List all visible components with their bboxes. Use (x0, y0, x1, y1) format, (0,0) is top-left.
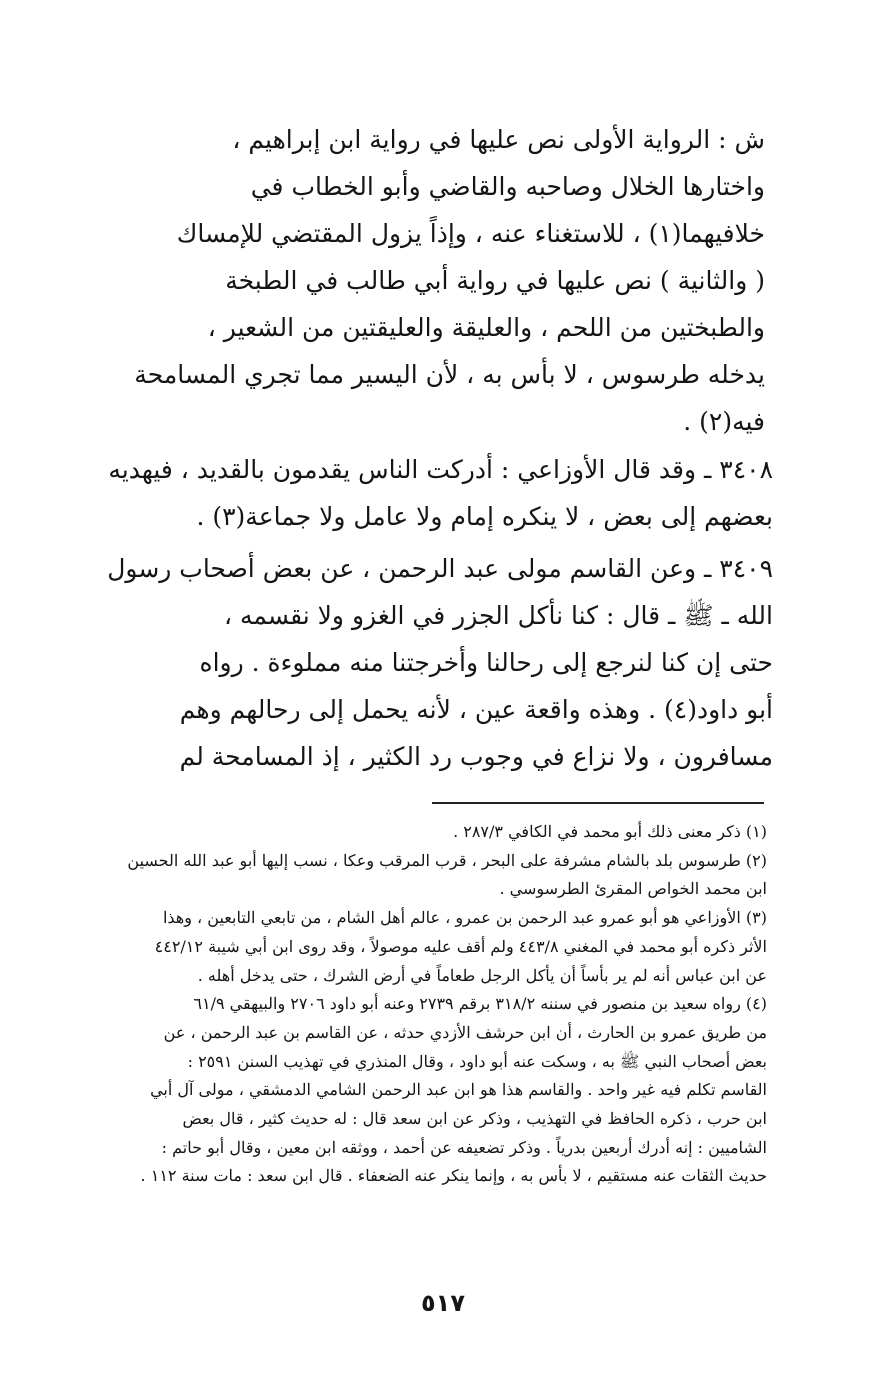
text-line: مسافرون ، ولا نزاع في وجوب رد الكثير ، إذ المسامحة لم (179, 742, 773, 771)
footnote-line: (٤) رواه سعيد بن منصور في سننه ٣١٨/٢ برقم ٢٧٣٩ وعنه أبو داود ٢٧٠٦ والبيهقي ٦١/٩ (193, 994, 767, 1014)
footnote-line: الأثر ذكره أبو محمد في المغني ٤٤٣/٨ ولم أقف عليه موصولاً ، وقد روى ابن أبي شيبة ٤٤٢/١٢ (154, 936, 767, 956)
commentary-paragraph (105, 116, 765, 445)
footnote-line: الشاميين : إنه أدرك أربعين بدرياً . وذكر تضعيفه عن أحمد ، ووثقه ابن معين ، وقال أبو حاتم : (161, 1137, 767, 1157)
footnote-line: عن ابن عباس أنه لم ير بأساً أن يأكل الرجل طعاماً في أرض الشرك ، حتى يدخل أهله . (197, 965, 767, 985)
text-line: خلافيهما(١) ، للاستغناء عنه ، وإذاً يزول المقتضي للإمساك (176, 219, 765, 248)
footnote-separator-rule (432, 802, 764, 804)
footnote-line: (٣) الأوزاعي هو أبو عمرو عبد الرحمن بن عمرو ، عالم أهل الشام ، من تابعي التابعين ، وهذا (162, 908, 767, 928)
text-line: يدخله طرسوس ، لا بأس به ، لأن اليسير مما تجري المسامحة (134, 360, 765, 389)
footnote-line: القاسم تكلم فيه غير واحد . والقاسم هذا هو ابن عبد الرحمن الشامي الدمشقي ، مولى آل أبي (150, 1080, 767, 1100)
page-number: ٥١٧ (421, 1289, 465, 1317)
footnote-line: (٢) طرسوس بلد بالشام مشرفة على البحر ، قرب المرقب وعكا ، نسب إليها أبو عبد الله الحسين (127, 850, 767, 870)
text-line: والطبختين من اللحم ، والعليقة والعليقتين من الشعير ، (207, 313, 765, 342)
footnote-line: (١) ذكر معنى ذلك أبو محمد في الكافي ٢٨٧/٣ . (453, 822, 767, 841)
text-line: فيه(٢) . (683, 407, 765, 436)
footnote-line: ابن محمد الخواص المقرئ الطرسوسي . (499, 879, 767, 899)
footnote-line: من طريق عمرو بن الحارث ، أن ابن حرشف الأزدي حدثه ، عن القاسم بن عبد الرحمن ، عن (163, 1022, 767, 1042)
text-line: ش : الرواية الأولى نص عليها في رواية ابن إبراهيم ، (232, 125, 765, 154)
paragraph-3408 (105, 446, 773, 540)
text-line: واختارها الخلال وصاحبه والقاضي وأبو الخطاب في (250, 172, 765, 201)
footnote-line: بعض أصحاب النبي ﷺ به ، وسكت عنه أبو داود ، وقال المنذري في تهذيب السنن ٢٥٩١ : (187, 1051, 767, 1071)
text-line: ٣٤٠٩ ـ وعن القاسم مولى عبد الرحمن ، عن بعض أصحاب رسول (107, 554, 773, 583)
footnotes (105, 818, 767, 1191)
paragraph-3409 (105, 545, 773, 780)
text-line: حتى إن كنا لنرجع إلى رحالنا وأخرجتنا منه مملوءة . رواه (199, 648, 773, 677)
text-line: ( والثانية ) نص عليها في رواية أبي طالب في الطبخة (225, 266, 765, 295)
text-line: الله ـ ﷺ ـ قال : كنا نأكل الجزر في الغزو ولا نقسمه ، (223, 601, 773, 630)
text-line: بعضهم إلى بعض ، لا ينكره إمام ولا عامل ولا جماعة(٣) . (196, 502, 773, 531)
footnote-line: ابن حرب ، ذكره الحافظ في التهذيب ، وذكر عن ابن سعد قال : له حديث كثير ، قال بعض (182, 1109, 767, 1129)
text-line: ٣٤٠٨ ـ وقد قال الأوزاعي : أدركت الناس يقدمون بالقديد ، فيهديه (108, 455, 773, 484)
text-line: أبو داود(٤) . وهذه واقعة عين ، لأنه يحمل إلى رحالهم وهم (179, 695, 773, 724)
footnote-line: حديث الثقات عنه مستقيم ، لا بأس به ، وإنما ينكر عنه الضعفاء . قال ابن سعد : مات سنة ١١٢ . (140, 1166, 767, 1186)
